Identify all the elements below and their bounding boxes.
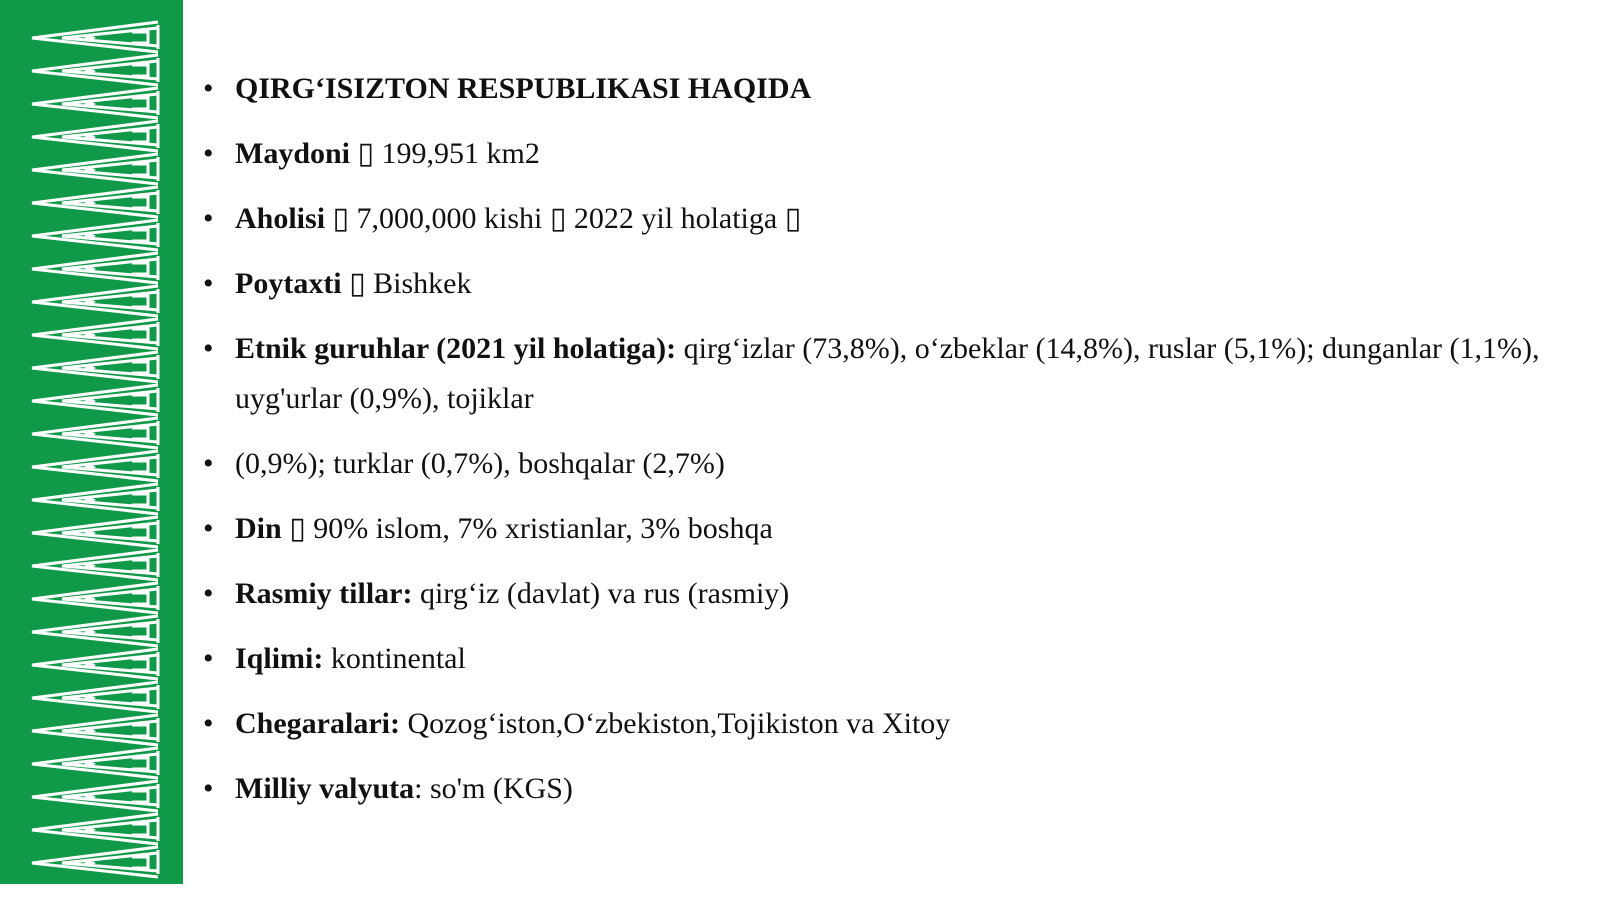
ornament-motif (32, 319, 158, 349)
bullet-icon: • (203, 267, 214, 300)
bullet-list-container (203, 64, 1543, 829)
ornament-motif (32, 517, 158, 547)
item-bold-label: Poytaxti (235, 267, 342, 300)
bullet-icon: • (203, 202, 214, 235)
list-item-religion (203, 504, 1543, 554)
item-bold-label: QIRG‘ISIZTON RESPUBLIKASI HAQIDA (235, 72, 812, 105)
item-text: kontinental (323, 642, 466, 675)
item-bold-label: Din (235, 512, 282, 545)
bullet-icon: • (203, 137, 214, 170)
item-text: (0,9%); turklar (0,7%), boshqalar (2,7%) (235, 447, 725, 480)
bullet-list (203, 64, 1543, 814)
ornament-motif (32, 55, 158, 85)
ornament-motif (32, 253, 158, 283)
list-item-climate (203, 634, 1543, 684)
ornament-motif (32, 154, 158, 184)
item-bold-label: Milliy valyuta (235, 772, 415, 805)
ornament-motif (32, 616, 158, 646)
item-text: ▯ 199,951 km2 (350, 137, 540, 170)
item-bold-label: Maydoni (235, 137, 351, 170)
ornament-motif (32, 583, 158, 613)
ornament-motif (32, 847, 158, 877)
item-text: qirg‘izlar (73,8%), o‘zbeklar (14,8%), ruslar (5,1%); dunganlar (1,1%), uyg'urlar (0,9%), tojiklar (235, 332, 1540, 415)
list-item-area (203, 129, 1543, 179)
ornament-motif (32, 451, 158, 481)
list-item-title (203, 64, 1543, 114)
item-bold-label: Chegaralari: (235, 707, 400, 740)
item-text: Qozog‘iston,O‘zbekiston,Tojikiston va Xitoy (399, 707, 951, 740)
ornament-motif (32, 418, 158, 448)
decorative-pattern-band (0, 0, 183, 884)
ornament-motif (32, 22, 158, 52)
list-item-ethnic-groups (203, 324, 1543, 424)
bullet-icon: • (203, 512, 214, 545)
item-bold-label: Iqlimi: (235, 642, 324, 675)
item-bold-label: Aholisi (235, 202, 326, 235)
item-bold-label: Rasmiy tillar: (235, 577, 413, 610)
ornament-motif (32, 484, 158, 514)
item-text: : so'm (KGS) (414, 772, 573, 805)
bullet-icon: • (203, 707, 214, 740)
ornament-motif (32, 649, 158, 679)
bullet-icon: • (203, 72, 214, 105)
ornament-motif (32, 748, 158, 778)
ornament-motif (32, 352, 158, 382)
item-text: ▯ 90% islom, 7% xristianlar, 3% boshqa (281, 512, 773, 545)
ornament-motif (32, 121, 158, 151)
item-text: qirg‘iz (davlat) va rus (rasmiy) (412, 577, 790, 610)
list-item-capital (203, 259, 1543, 309)
list-item-ethnic-groups-continued (203, 439, 1543, 489)
list-item-currency (203, 764, 1543, 814)
ornament-motif (32, 286, 158, 316)
ornament-motif (32, 88, 158, 118)
bullet-icon: • (203, 447, 214, 480)
ornament-motif (32, 682, 158, 712)
ornament-motif (32, 550, 158, 580)
list-item-borders (203, 699, 1543, 749)
bullet-icon: • (203, 577, 214, 610)
ornament-motif (32, 187, 158, 217)
bullet-icon: • (203, 332, 214, 365)
bullet-icon: • (203, 642, 214, 675)
ornament-motif (32, 385, 158, 415)
ornament-motif (32, 220, 158, 250)
ornament-motif (32, 781, 158, 811)
item-bold-label: Etnik guruhlar (2021 yil holatiga): (235, 332, 677, 365)
item-text: ▯ Bishkek (341, 267, 472, 300)
list-item-population (203, 194, 1543, 244)
list-item-official-languages (203, 569, 1543, 619)
item-text: ▯ 7,000,000 kishi ▯ 2022 yil holatiga ▯ (325, 202, 802, 235)
bullet-icon: • (203, 772, 214, 805)
ornament-motif (32, 814, 158, 844)
ornament-pattern (0, 0, 183, 884)
ornament-motif (32, 715, 158, 745)
